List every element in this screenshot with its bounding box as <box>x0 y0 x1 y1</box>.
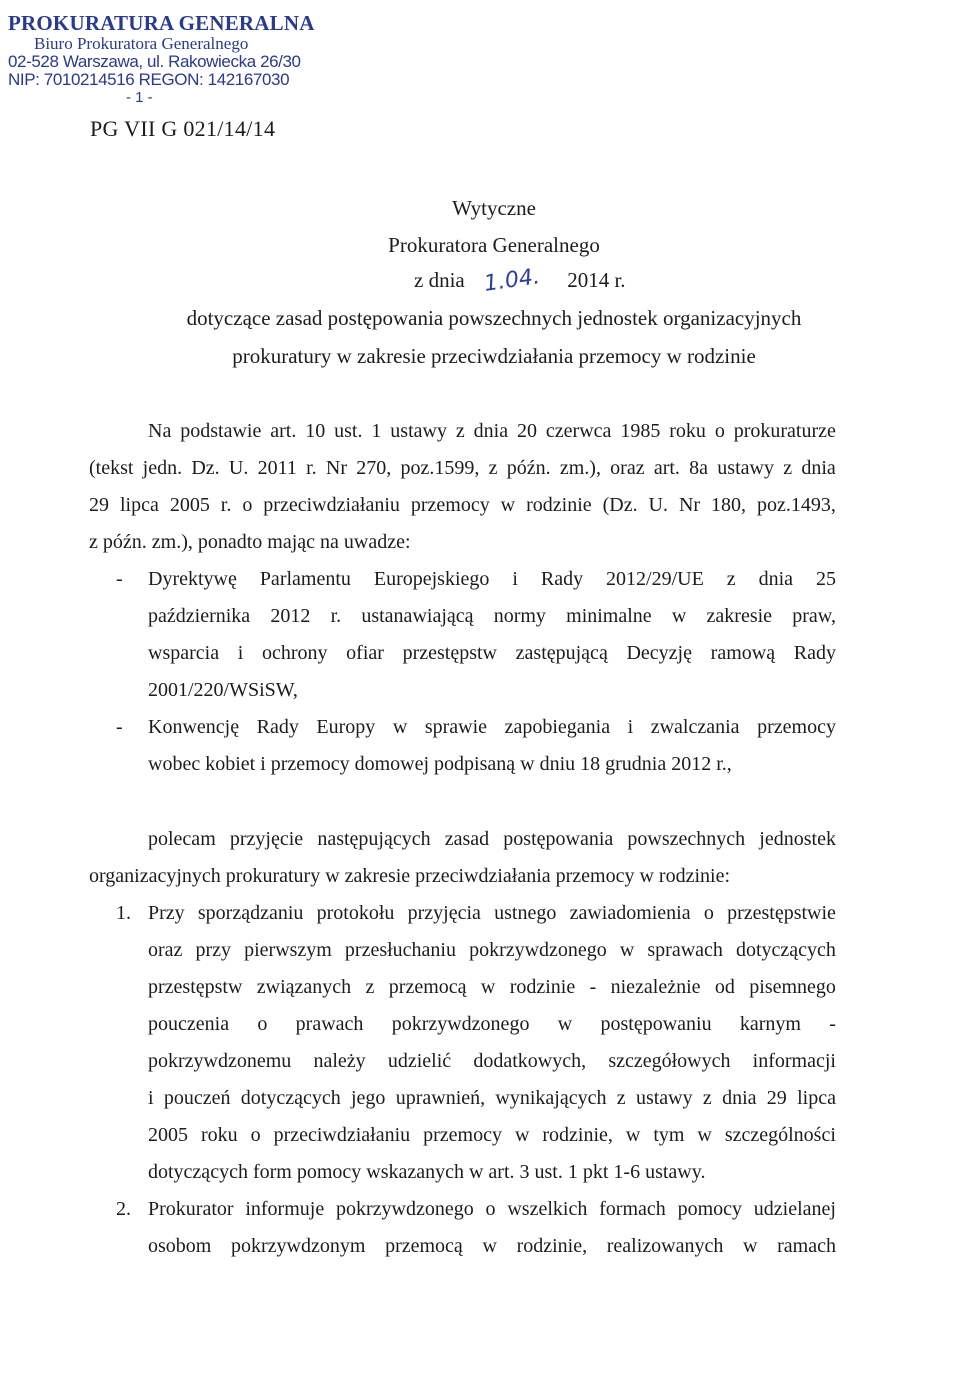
title-line-5: prokuratury w zakresie przeciwdziałania przemocy w rodzinie <box>232 344 756 368</box>
letterhead-address: 02-528 Warszawa, ul. Rakowiecka 26/30 <box>8 52 301 72</box>
item-line: pouczenia o prawach pokrzywdzonego w postępowaniu karnym - <box>148 1013 836 1035</box>
bullet-line: wobec kobiet i przemocy domowej podpisaną w dniu 18 grudnia 2012 r., <box>148 753 732 775</box>
bullet-line: Dyrektywę Parlamentu Europejskiego i Rady 2012/29/UE z dnia 25 <box>148 568 836 590</box>
item-line: osobom pokrzywdzonym przemocą w rodzinie, realizowanych w ramach <box>148 1235 836 1257</box>
bullet-line: Konwencję Rady Europy w sprawie zapobiegania i zwalczania przemocy <box>148 716 836 738</box>
item-line: i pouczeń dotyczących jego uprawnień, wynikających z ustawy z dnia 29 lipca <box>148 1087 836 1109</box>
item-number: 2. <box>116 1198 131 1220</box>
page-number: - 1 - <box>126 88 153 106</box>
intro-line: organizacyjnych prokuratury w zakresie przeciwdziałania przemocy w rodzinie: <box>89 865 731 887</box>
bullet-dash: - <box>116 716 123 738</box>
preamble-line: (tekst jedn. Dz. U. 2011 r. Nr 270, poz.1599, z późn. zm.), oraz art. 8a ustawy z dnia <box>89 457 836 479</box>
preamble-line: Na podstawie art. 10 ust. 1 ustawy z dnia 20 czerwca 1985 roku o prokuraturze <box>148 420 836 442</box>
item-line: pokrzywdzonemu należy udzielić dodatkowych, szczegółowych informacji <box>148 1050 836 1072</box>
preamble-line: 29 lipca 2005 r. o przeciwdziałaniu przemocy w rodzinie (Dz. U. Nr 180, poz.1493, <box>89 494 836 516</box>
bullet-line: października 2012 r. ustanawiającą normy minimalne w zakresie praw, <box>148 605 836 627</box>
letterhead-stamp <box>8 12 315 106</box>
item-line: 2005 roku o przeciwdziałaniu przemocy w rodzinie, w tym w szczególności <box>148 1124 836 1146</box>
letterhead-ids: NIP: 7010214516 REGON: 142167030 <box>8 70 290 90</box>
date-prefix: z dnia <box>414 268 465 292</box>
letterhead-org: PROKURATURA GENERALNA <box>8 11 315 35</box>
date-suffix: 2014 r. <box>567 268 626 292</box>
title-line-2: Prokuratora Generalnego <box>388 233 600 257</box>
intro-line: polecam przyjęcie następujących zasad postępowania powszechnych jednostek <box>148 828 836 850</box>
preamble-line: z późn. zm.), ponadto mając na uwadze: <box>89 531 411 553</box>
item-line: Przy sporządzaniu protokołu przyjęcia ustnego zawiadomienia o przestępstwie <box>148 902 836 924</box>
bullet-line: wsparcia i ochrony ofiar przestępstw zastępującą Decyzję ramową Rady <box>148 642 836 664</box>
item-line: dotyczących form pomocy wskazanych w art. 3 ust. 1 pkt 1-6 ustawy. <box>148 1161 706 1183</box>
handwritten-date: 1.04. <box>482 264 542 297</box>
letterhead-office: Biuro Prokuratora Generalnego <box>34 33 249 53</box>
item-line: oraz przy pierwszym przesłuchaniu pokrzywdzonego w sprawach dotyczących <box>148 939 836 961</box>
item-line: przestępstw związanych z przemocą w rodzinie - niezależnie od pisemnego <box>148 976 836 998</box>
title-line-4: dotyczące zasad postępowania powszechnych jednostek organizacyjnych <box>186 306 802 330</box>
document-signature: PG VII G 021/14/14 <box>90 116 276 141</box>
bullet-line: 2001/220/WSiSW, <box>148 679 298 701</box>
item-number: 1. <box>116 902 131 924</box>
bullet-dash: - <box>116 568 123 590</box>
item-line: Prokurator informuje pokrzywdzonego o wszelkich formach pomocy udzielanej <box>148 1198 836 1220</box>
title-date <box>414 264 626 297</box>
title-line-1: Wytyczne <box>452 196 536 220</box>
